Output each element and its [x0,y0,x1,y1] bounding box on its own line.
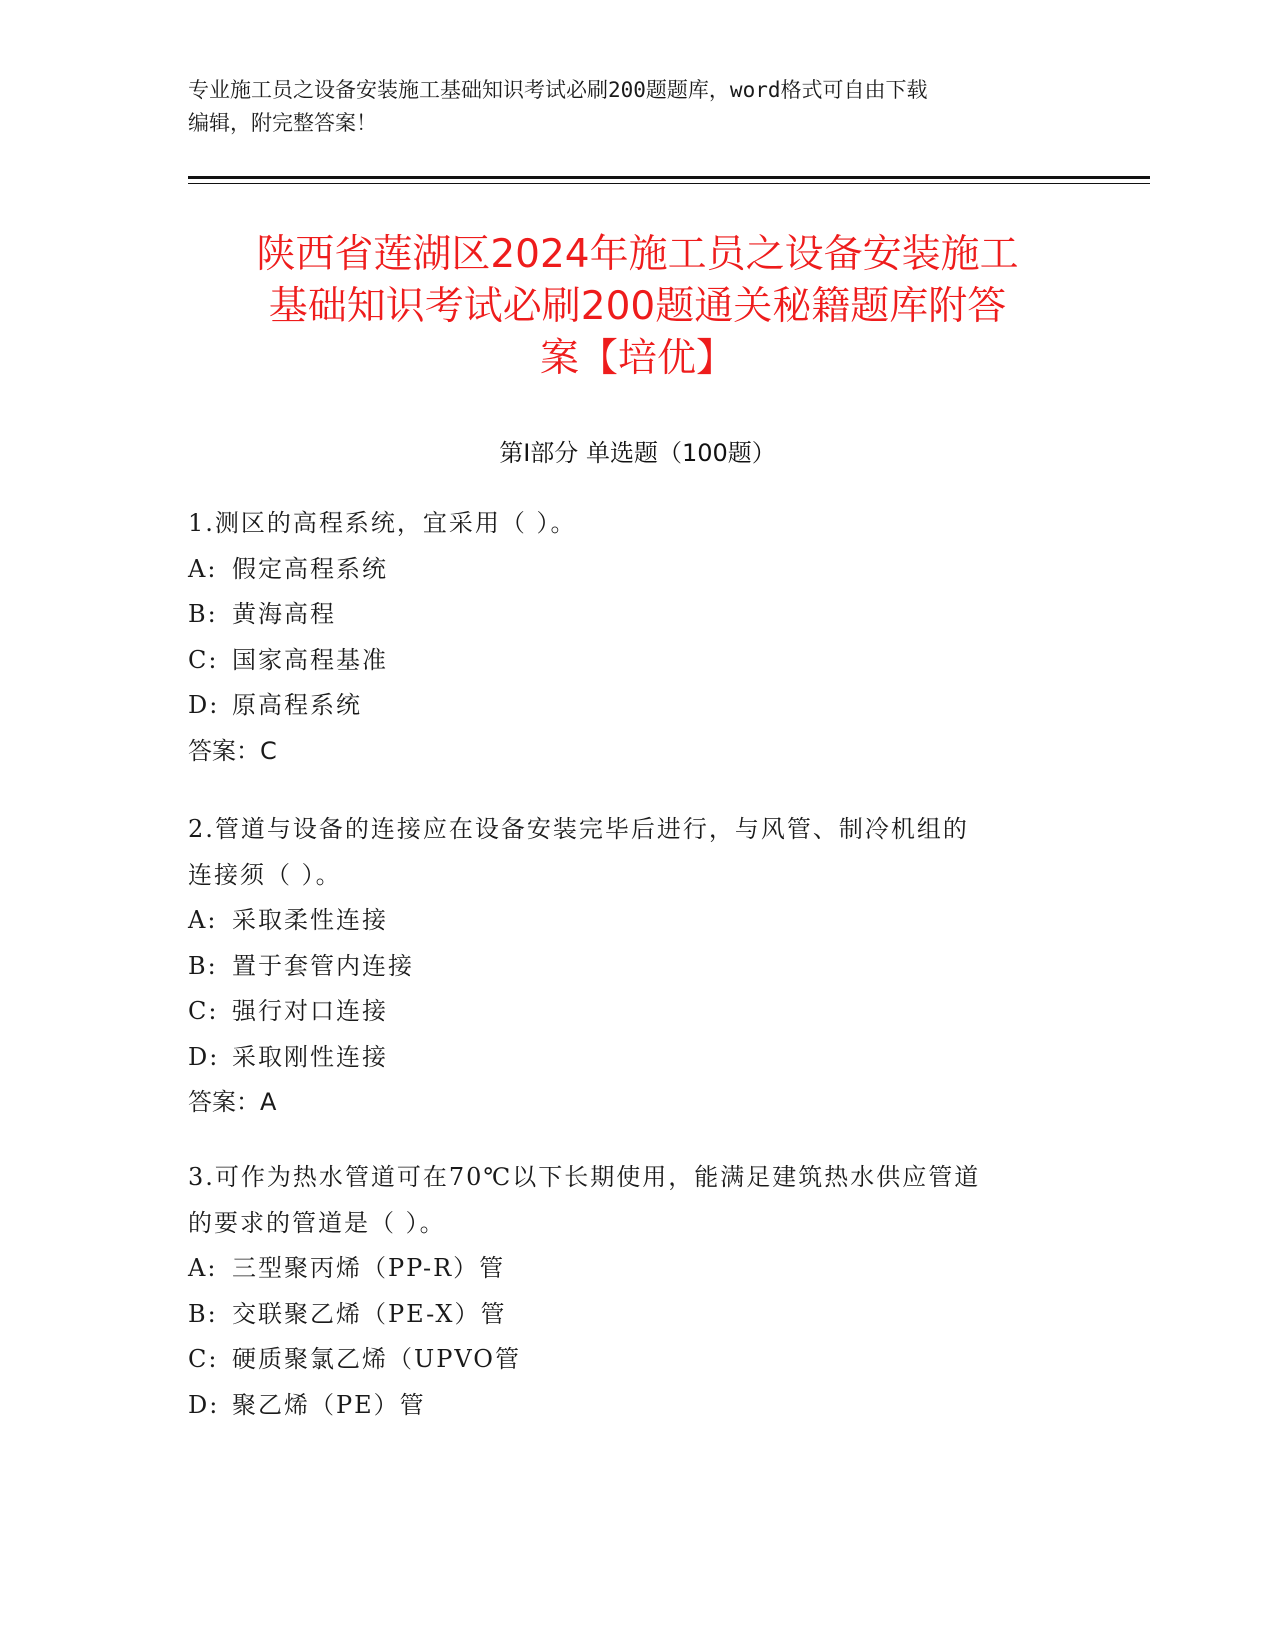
option-key: B: [188,600,218,628]
question-stem-line-2: 的要求的管道是（ ）。 [188,1208,446,1237]
option-d [188,1035,1088,1081]
option-text: 采取刚性连接 [232,1042,388,1071]
header-divider-thin [188,183,1150,184]
option-c [188,1337,1088,1383]
question-1 [188,501,1088,774]
option-text: 采取柔性连接 [232,906,388,934]
option-key: A: [188,1254,218,1282]
option-key: C: [188,1345,219,1373]
question-stem-line-1: 3.可作为热水管道可在70℃以下长期使用，能满足建筑热水供应管道 [188,1163,981,1191]
option-text: 硬质聚氯乙烯（UPVO管 [232,1345,521,1373]
option-key: D: [188,1042,220,1071]
document-title-line-3: 案【培优】 [539,336,735,381]
option-d [188,1383,1088,1429]
option-key: C: [188,997,219,1025]
option-c [188,638,1088,684]
option-key: D: [188,691,220,719]
header-note-line-2: 编辑，附完整答案！ [188,111,377,135]
option-text: 聚乙烯（PE）管 [232,1390,426,1419]
question-stem-line-1: 2.管道与设备的连接应在设备安装完毕后进行，与风管、制冷机组的 [188,815,969,843]
option-b [188,592,1088,638]
option-text: 原高程系统 [232,691,362,719]
option-a [188,898,1088,944]
option-text: 三型聚丙烯（PP-R）管 [232,1254,506,1282]
section-title: 第Ⅰ部分 单选题（100题） [499,439,776,467]
option-key: B: [188,1299,218,1328]
option-key: C: [188,645,219,674]
option-key: B: [188,951,218,980]
option-text: 黄海高程 [232,600,336,628]
option-a [188,547,1088,593]
option-key: D: [188,1390,220,1419]
document-title-line-1: 陕西省莲湖区2024年施工员之设备安装施工 [256,232,1019,277]
option-key: A: [188,554,218,583]
option-key: A: [188,906,218,934]
answer-line: 答案：A [188,1088,277,1116]
option-text: 交联聚乙烯（PE-X）管 [232,1299,507,1328]
option-a [188,1246,1088,1292]
option-b [188,1292,1088,1338]
header-note-line-1: 专业施工员之设备安装施工基础知识考试必刷200题题库，word格式可自由下载 [188,78,928,102]
header-note [188,74,1088,140]
option-text: 强行对口连接 [232,997,388,1025]
option-b [188,944,1088,990]
option-text: 国家高程基准 [232,645,388,674]
option-c [188,989,1088,1035]
header-divider-thick [188,176,1150,179]
question-2 [188,807,1088,1126]
answer-line: 答案：C [188,736,277,765]
document-title [150,229,1125,385]
question-3 [188,1155,1088,1428]
question-stem-line-2: 连接须（ ）。 [188,860,342,889]
document-title-line-2: 基础知识考试必刷200题通关秘籍题库附答 [268,284,1007,329]
option-text: 假定高程系统 [232,554,388,583]
option-text: 置于套管内连接 [232,951,414,980]
question-stem: 1.测区的高程系统，宜采用（ ）。 [188,509,577,537]
option-d [188,683,1088,729]
